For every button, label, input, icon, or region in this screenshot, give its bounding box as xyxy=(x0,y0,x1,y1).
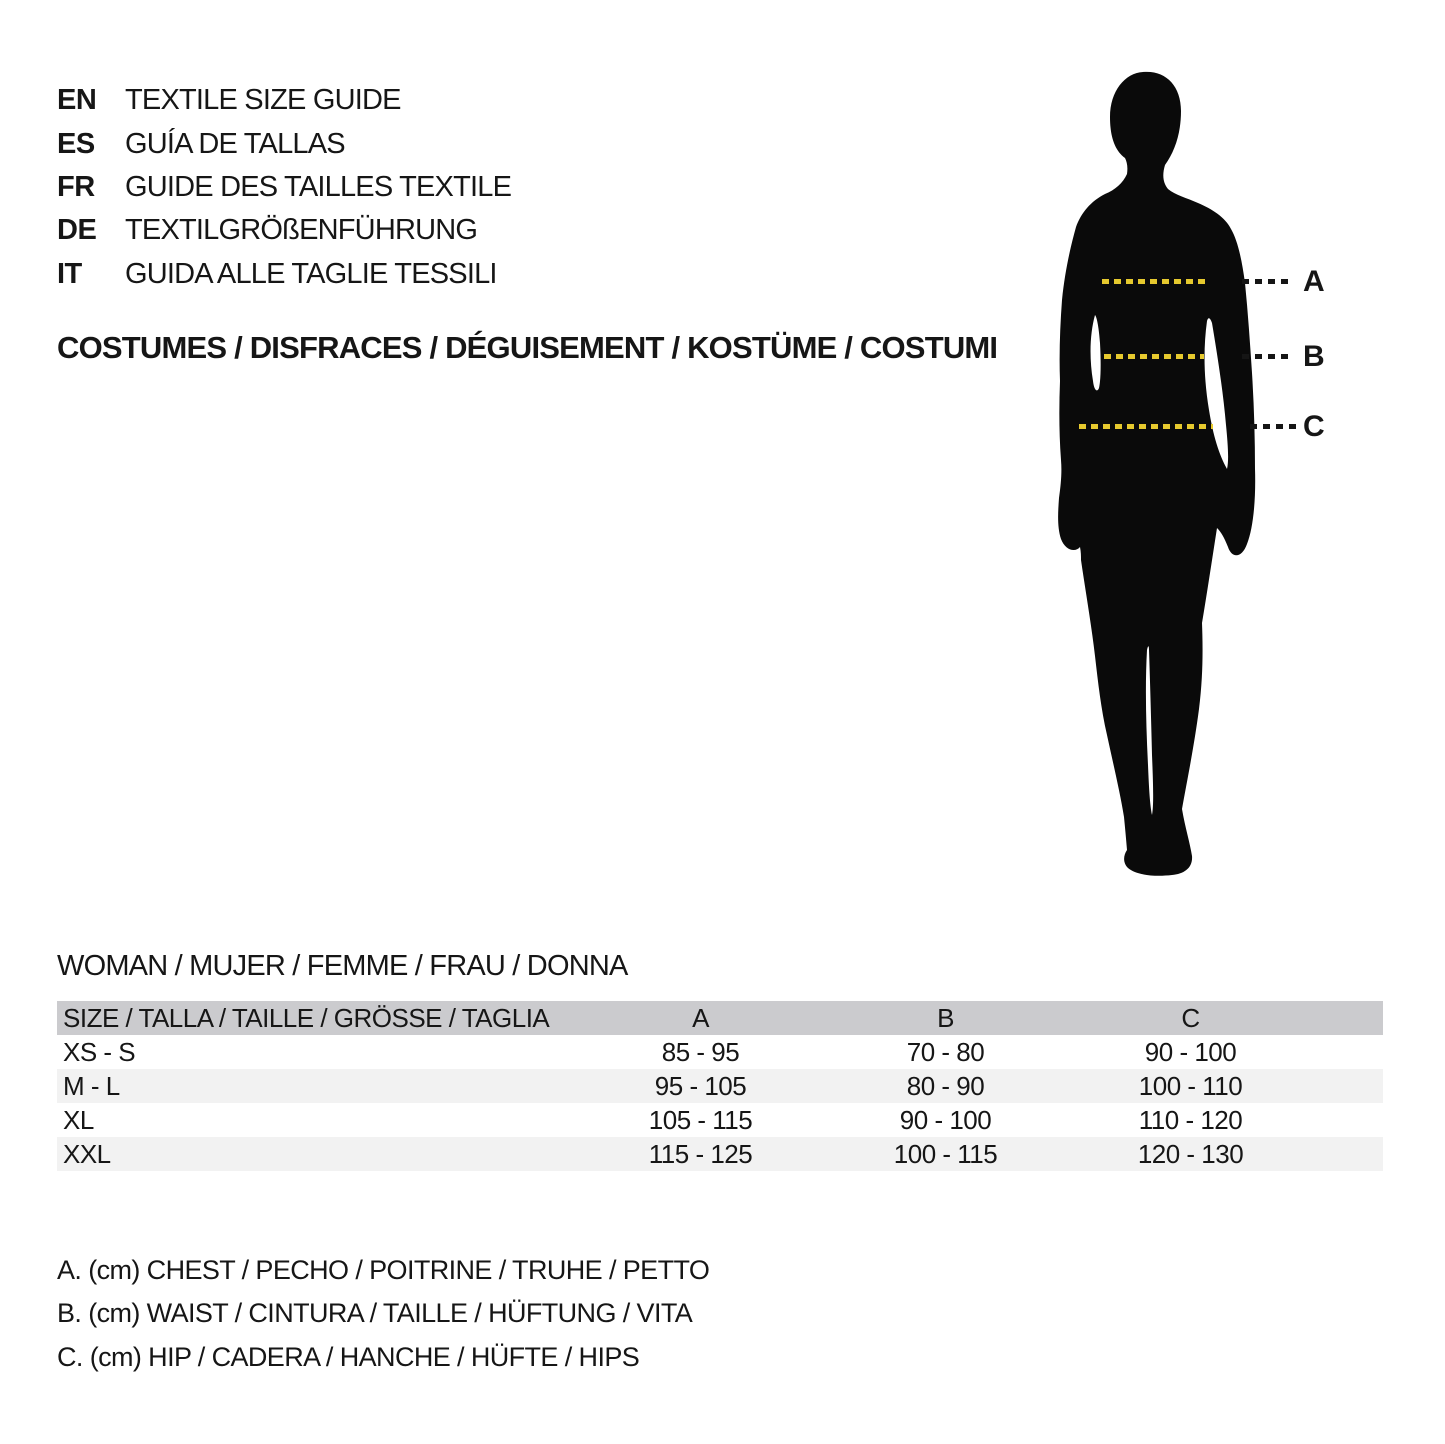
chest-measure-line xyxy=(1102,279,1208,284)
language-title: TEXTILE SIZE GUIDE xyxy=(125,84,401,117)
marker-label-b: B xyxy=(1303,340,1325,373)
hip-leader-line xyxy=(1250,424,1296,429)
language-code: DE xyxy=(57,214,97,247)
header-cell-a: A xyxy=(692,1002,709,1033)
language-title: GUÍA DE TALLAS xyxy=(125,127,345,160)
header-cell-b: B xyxy=(937,1002,954,1033)
gender-section-title: WOMAN / MUJER / FEMME / FRAU / DONNA xyxy=(57,950,628,982)
hip-measure-line xyxy=(1079,424,1213,429)
size-table-header-row xyxy=(57,1001,1383,1035)
language-code: ES xyxy=(57,127,95,160)
legend-chest: A. (cm) CHEST / PECHO / POITRINE / TRUHE / PETTO xyxy=(57,1255,710,1285)
table-row-xl xyxy=(57,1103,1383,1137)
waist-leader-line xyxy=(1242,354,1294,359)
size-cell: XS - S xyxy=(63,1036,136,1067)
chest-value: 105 - 115 xyxy=(648,1104,753,1135)
language-title: GUIDE DES TAILLES TEXTILE xyxy=(125,170,512,203)
hip-value: 120 - 130 xyxy=(1137,1138,1244,1169)
header-cell-size: SIZE / TALLA / TAILLE / GRÖSSE / TAGLIA xyxy=(63,1002,550,1033)
chest-value: 95 - 105 xyxy=(654,1070,747,1101)
language-title: GUIDA ALLE TAGLIE TESSILI xyxy=(125,257,497,290)
hip-value: 100 - 110 xyxy=(1138,1070,1243,1101)
measurement-legend xyxy=(57,1249,709,1379)
marker-label-a: A xyxy=(1303,265,1325,298)
chest-value: 115 - 125 xyxy=(648,1138,753,1169)
language-code: FR xyxy=(57,170,95,203)
waist-value: 70 - 80 xyxy=(906,1036,985,1067)
size-cell: M - L xyxy=(63,1070,120,1101)
chest-value: 85 - 95 xyxy=(661,1036,740,1067)
waist-value: 80 - 90 xyxy=(906,1070,985,1101)
waist-value: 90 - 100 xyxy=(899,1104,992,1135)
waist-measure-line xyxy=(1104,354,1204,359)
hip-value: 90 - 100 xyxy=(1144,1036,1237,1067)
table-row-xs-s xyxy=(57,1035,1383,1069)
legend-waist: B. (cm) WAIST / CINTURA / TAILLE / HÜFTUNG / VITA xyxy=(57,1298,693,1329)
waist-value: 100 - 115 xyxy=(893,1138,998,1169)
hip-value: 110 - 120 xyxy=(1138,1104,1243,1135)
woman-silhouette-icon xyxy=(1035,65,1265,885)
table-row-xxl xyxy=(57,1137,1383,1171)
language-code: IT xyxy=(57,257,82,290)
size-cell: XXL xyxy=(63,1138,111,1169)
size-cell: XL xyxy=(63,1104,94,1135)
legend-hip: C. (cm) HIP / CADERA / HANCHE / HÜFTE / HIPS xyxy=(57,1341,640,1372)
language-title: TEXTILGRÖßENFÜHRUNG xyxy=(125,214,478,247)
chest-leader-line xyxy=(1242,279,1294,284)
table-row-m-l xyxy=(57,1069,1383,1103)
marker-label-c: C xyxy=(1303,410,1325,443)
language-code: EN xyxy=(57,84,97,117)
header-cell-c: C xyxy=(1181,1002,1200,1033)
size-table xyxy=(57,1001,1383,1171)
category-title: COSTUMES / DISFRACES / DÉGUISEMENT / KOSTÜME / COSTUMI xyxy=(57,330,998,365)
